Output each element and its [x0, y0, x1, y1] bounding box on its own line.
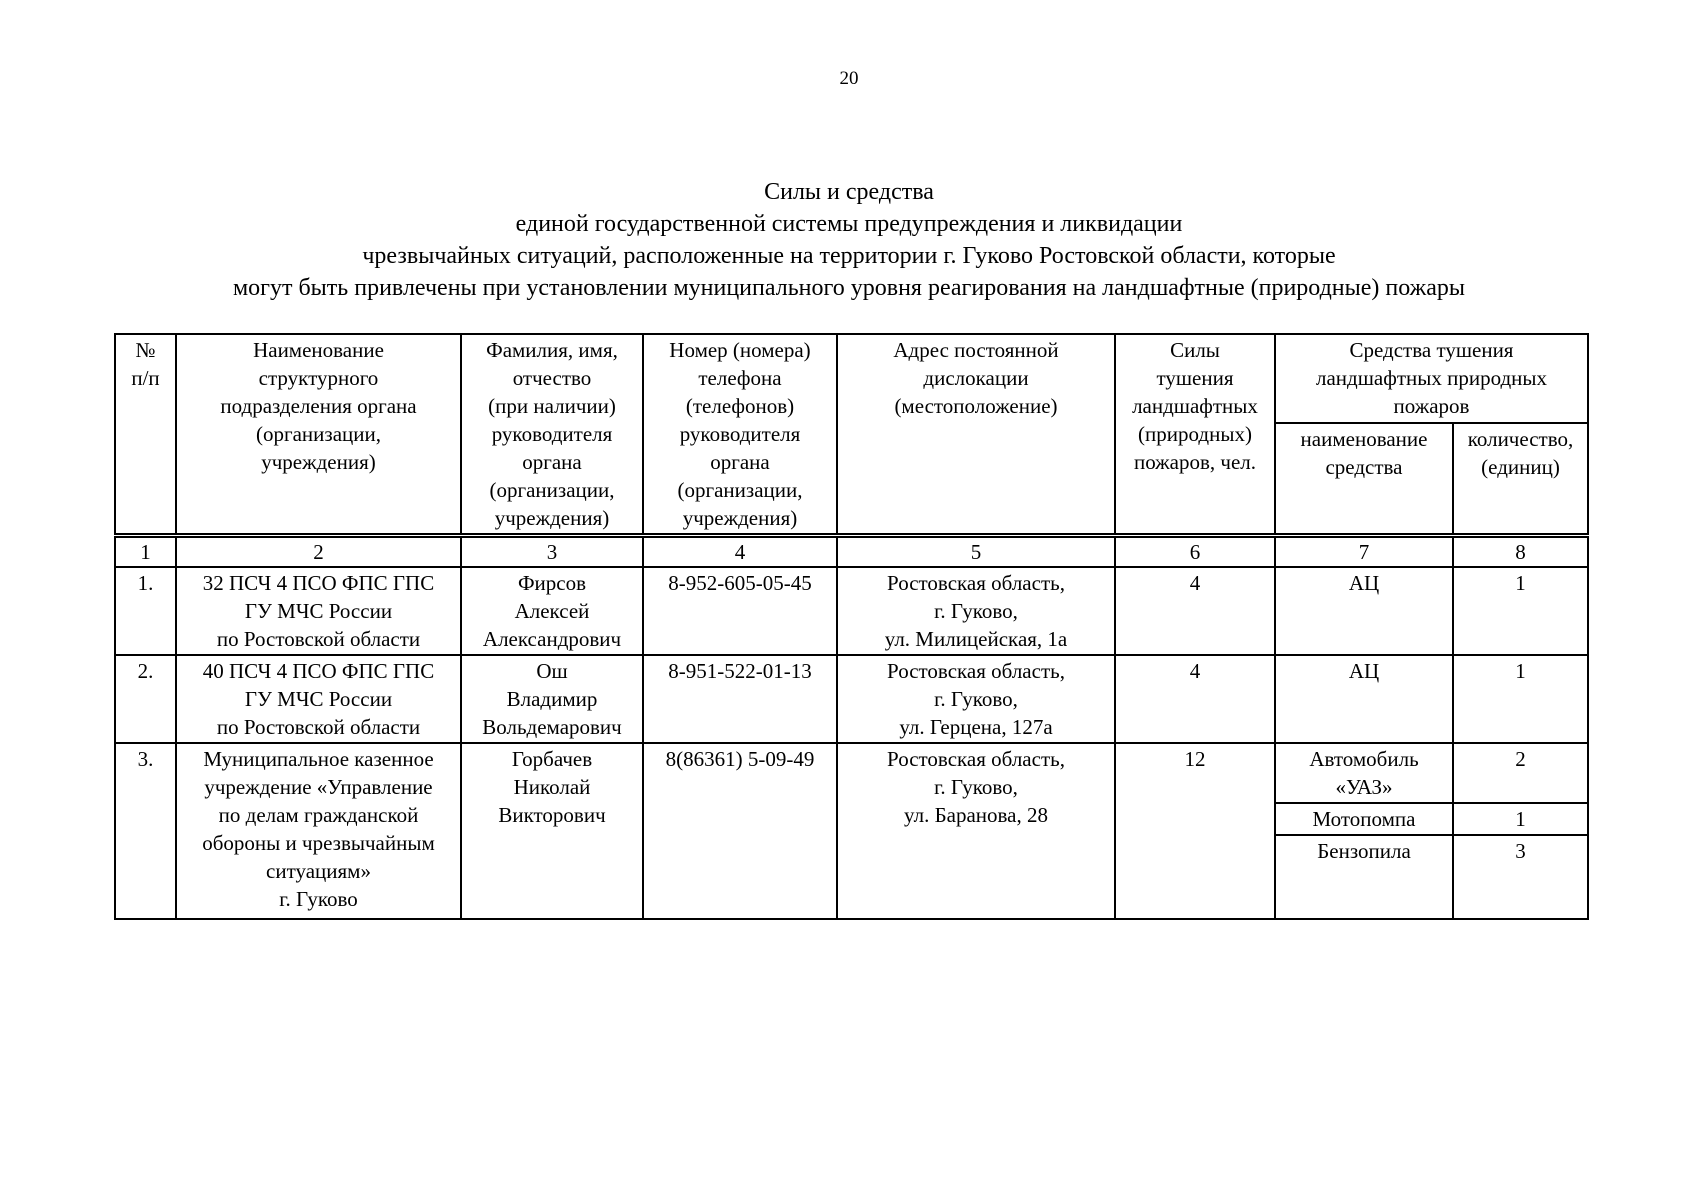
row-phone: 8(86361) 5-09-49: [643, 743, 837, 919]
page-number: 20: [839, 68, 859, 89]
header-means-name: наименование средства: [1275, 423, 1453, 536]
means-name: АЦ: [1275, 567, 1453, 655]
header-forces: Силы тушения ландшафтных (природных) пожаров, чел.: [1115, 334, 1275, 536]
header-means-group: Средства тушения ландшафтных природных пожаров: [1275, 334, 1588, 423]
forces-table: [114, 333, 1589, 920]
column-numbers-row: [115, 536, 1588, 568]
row-address: Ростовская область, г. Гуково, ул. Герцена, 127а: [837, 655, 1115, 743]
row-head: Ош Владимир Вольдемарович: [461, 655, 643, 743]
row-name: Муниципальное казенное учреждение «Управление по делам гражданской обороны и чрезвычайным ситуациям» г. Гуково: [176, 743, 461, 919]
column-number: 2: [176, 536, 461, 568]
means-name: АЦ: [1275, 655, 1453, 743]
means-name: Автомобиль «УАЗ»: [1275, 743, 1453, 803]
row-phone: 8-952-605-05-45: [643, 567, 837, 655]
column-number: 6: [1115, 536, 1275, 568]
row-name: 40 ПСЧ 4 ПСО ФПС ГПС ГУ МЧС России по Ростовской области: [176, 655, 461, 743]
column-number: 8: [1453, 536, 1588, 568]
row-num: 1.: [115, 567, 176, 655]
row-forces: 4: [1115, 655, 1275, 743]
title-line: могут быть привлечены при установлении муниципального уровня реагирования на ландшафтные (природные) пожары: [232, 275, 1466, 301]
column-number: 3: [461, 536, 643, 568]
table-row: [115, 743, 1588, 803]
row-address: Ростовская область, г. Гуково, ул. Милицейская, 1а: [837, 567, 1115, 655]
means-qty: 3: [1453, 835, 1588, 919]
header-phone: Номер (номера) телефона (телефонов) руководителя органа (организации, учреждения): [643, 334, 837, 536]
header-head: Фамилия, имя, отчество (при наличии) руководителя органа (организации, учреждения): [461, 334, 643, 536]
title-line: чрезвычайных ситуаций, расположенные на территории г. Гуково Ростовской области, которые: [362, 243, 1336, 269]
column-number: 4: [643, 536, 837, 568]
column-number: 7: [1275, 536, 1453, 568]
column-number: 1: [115, 536, 176, 568]
row-phone: 8-951-522-01-13: [643, 655, 837, 743]
means-qty: 2: [1453, 743, 1588, 803]
means-qty: 1: [1453, 655, 1588, 743]
table-row: [115, 567, 1588, 655]
row-head: Горбачев Николай Викторович: [461, 743, 643, 919]
table-row: [115, 655, 1588, 743]
title-line: Силы и средства: [764, 179, 934, 205]
row-num: 3.: [115, 743, 176, 919]
row-head: Фирсов Алексей Александрович: [461, 567, 643, 655]
header-name: Наименование структурного подразделения органа (организации, учреждения): [176, 334, 461, 536]
column-number: 5: [837, 536, 1115, 568]
means-name: Бензопила: [1275, 835, 1453, 919]
row-name: 32 ПСЧ 4 ПСО ФПС ГПС ГУ МЧС России по Ростовской области: [176, 567, 461, 655]
row-forces: 4: [1115, 567, 1275, 655]
row-num: 2.: [115, 655, 176, 743]
row-forces: 12: [1115, 743, 1275, 919]
header-row: [115, 334, 1588, 423]
row-address: Ростовская область, г. Гуково, ул. Баранова, 28: [837, 743, 1115, 919]
means-name: Мотопомпа: [1275, 803, 1453, 835]
header-num: № п/п: [115, 334, 176, 536]
document-title: [0, 176, 1698, 304]
means-qty: 1: [1453, 803, 1588, 835]
header-means-qty: количество, (единиц): [1453, 423, 1588, 536]
means-qty: 1: [1453, 567, 1588, 655]
title-line: единой государственной системы предупреждения и ликвидации: [515, 211, 1183, 237]
header-address: Адрес постоянной дислокации (местоположение): [837, 334, 1115, 536]
